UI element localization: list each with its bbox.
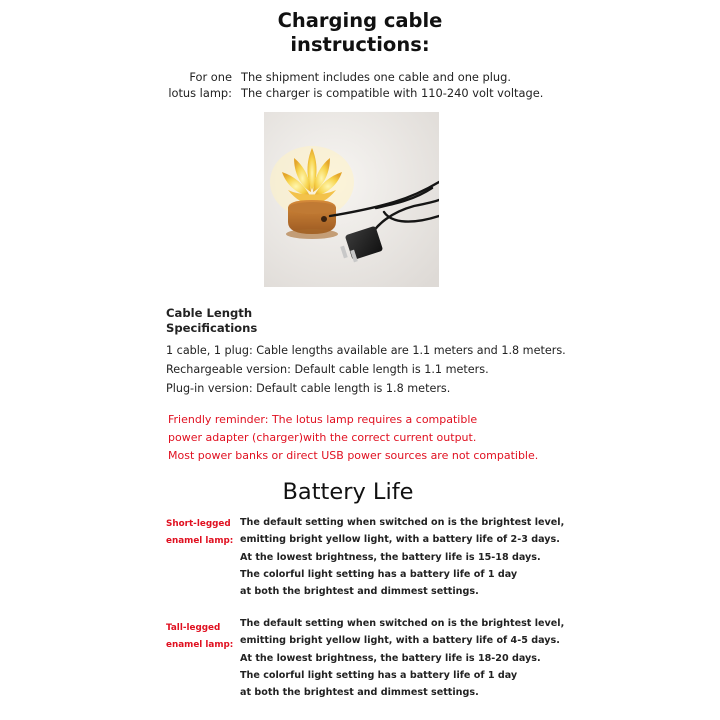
- tall-legged-label-line-1: Tall-legged: [166, 623, 221, 633]
- cable-spec-line: 1 cable, 1 plug: Cable lengths available are 1.1 meters and 1.8 meters.: [166, 344, 566, 357]
- short-legged-line: The default setting when switched on is the brightest level,: [240, 517, 565, 528]
- short-legged-description: [240, 514, 564, 600]
- tall-legged-line: at both the brightest and dimmest settings.: [240, 687, 479, 699]
- cable-spec-line: Plug-in version: Default cable length is 1.8 meters.: [166, 382, 451, 395]
- tall-legged-label-line-2: enamel lamp:: [166, 640, 234, 650]
- tall-legged-label: [166, 620, 233, 654]
- cable-spec-line: Rechargeable version: Default cable length is 1.1 meters.: [166, 363, 489, 376]
- intro-label-line-2: lotus lamp:: [168, 86, 232, 100]
- short-legged-label-line-1: Short-legged: [166, 519, 231, 529]
- intro-text-line-1: The shipment includes one cable and one plug.: [241, 70, 512, 84]
- short-legged-label-line-2: enamel lamp:: [166, 536, 234, 546]
- intro-text-line-2: The charger is compatible with 110-240 volt voltage.: [241, 86, 544, 100]
- battery-life-title: Battery Life: [282, 479, 414, 505]
- short-legged-label: [166, 516, 233, 550]
- tall-legged-line: emitting bright yellow light, with a battery life of 4-5 days.: [240, 635, 560, 647]
- cable-length-heading-line-1: Cable Length: [166, 306, 253, 320]
- tall-legged-line: At the lowest brightness, the battery life is 18-20 days.: [240, 652, 541, 664]
- page-title-line-2: instructions:: [290, 33, 430, 56]
- short-legged-line: At the lowest brightness, the battery life is 15-18 days.: [240, 551, 541, 563]
- tall-legged-line: The colorful light setting has a battery life of 1 day: [240, 669, 518, 681]
- page-title-line-1: Charging cable: [277, 9, 443, 32]
- reminder-line: Most power banks or direct USB power sources are not compatible.: [168, 449, 539, 462]
- reminder-line: power adapter (charger)with the correct current output.: [168, 431, 477, 444]
- product-photo: [264, 112, 439, 287]
- tall-legged-description: [240, 615, 564, 701]
- short-legged-line: at both the brightest and dimmest settings.: [240, 586, 479, 598]
- short-legged-line: The colorful light setting has a battery life of 1 day: [240, 568, 518, 580]
- cable-length-heading: [166, 306, 257, 336]
- cable-length-heading-line-2: Specifications: [166, 321, 258, 335]
- intro-text: [241, 69, 543, 101]
- short-legged-line: emitting bright yellow light, with a battery life of 2-3 days.: [240, 534, 560, 546]
- tall-legged-line: The default setting when switched on is the brightest level,: [240, 618, 565, 629]
- intro-label: [160, 69, 232, 101]
- intro-label-line-1: For one: [189, 70, 232, 84]
- reminder-line: Friendly reminder: The lotus lamp requires a compatible: [168, 413, 478, 426]
